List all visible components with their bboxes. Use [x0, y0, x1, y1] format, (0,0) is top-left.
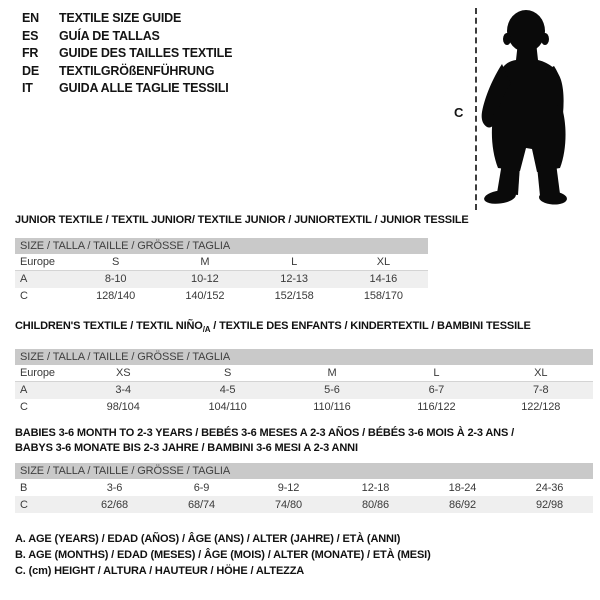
value-cell: 128/140 [96, 290, 136, 302]
table-title [15, 213, 469, 228]
language-row [22, 80, 232, 98]
size-table [15, 238, 428, 305]
value-cell: 6-9 [193, 481, 210, 494]
language-list [22, 10, 232, 98]
value-cell: XS [71, 365, 175, 382]
childrens-textile-section [15, 319, 593, 416]
babies-textile-section [15, 426, 593, 513]
value-cell: 110/116 [313, 401, 351, 414]
size-header-cell: SIZE / TALLA / TAILLE / GRÖSSE / TAGLIA [15, 463, 593, 479]
language-label: GUÍA DE TALLAS [59, 28, 160, 43]
value-cell: 3-4 [115, 384, 131, 397]
table-row [15, 365, 593, 382]
language-label: TEXTILE SIZE GUIDE [59, 11, 182, 25]
value-cell: 80/86 [361, 498, 390, 511]
row-label-cell: C [20, 401, 28, 414]
language-label: GUIDA ALLE TAGLIE TESSILI [59, 81, 229, 96]
size-header-row [15, 463, 593, 479]
value-cell: 18-24 [448, 481, 477, 494]
measurement-legend [15, 531, 431, 579]
table-title-segment: / TEXTILE DES ENFANTS / KINDERTEXTIL / BAMBINI TESSILE [210, 320, 531, 332]
value-cell: 6-7 [428, 384, 445, 397]
value-cell: 140/152 [185, 290, 225, 302]
table-title-segment: /A [202, 325, 211, 335]
legend-line: C. (cm) HEIGHT / ALTURA / HAUTEUR / HÖHE / ALTEZZA [15, 565, 305, 577]
language-code: EN [22, 11, 39, 25]
table-title [15, 319, 593, 338]
language-code: IT [22, 81, 33, 96]
language-row [22, 28, 232, 46]
language-row [22, 63, 232, 81]
value-cell: 86/92 [448, 498, 477, 511]
value-cell: 5-6 [324, 384, 340, 397]
value-cell: L [250, 254, 339, 271]
table-title-segment: JUNIOR TEXTILE / TEXTIL JUNIOR/ TEXTILE JUNIOR / JUNIORTEXTIL / JUNIOR TESSILE [15, 214, 469, 226]
table-row [15, 288, 428, 305]
size-table [15, 463, 593, 513]
legend-line: A. AGE (YEARS) / EDAD (AÑOS) / ÂGE (ANS) / ALTER (JAHRE) / ETÀ (ANNI) [15, 533, 401, 545]
row-label-cell: Europe [15, 254, 71, 271]
value-cell: 74/80 [274, 498, 303, 511]
language-label: TEXTILGRÖßENFÜHRUNG [59, 63, 215, 78]
value-cell: 104/110 [208, 401, 247, 414]
size-header-cell: SIZE / TALLA / TAILLE / GRÖSSE / TAGLIA [15, 349, 593, 365]
value-cell: 158/170 [363, 290, 403, 302]
value-cell: 12-13 [280, 273, 308, 286]
value-cell: XL [489, 365, 593, 382]
table-title-segment: BABIES 3-6 MONTH TO 2-3 YEARS / BEBÉS 3-6 MESES A 2-3 AÑOS / BÉBÉS 3-6 MOIS À 2-3 ANS / [15, 427, 514, 439]
value-cell: XL [339, 254, 428, 271]
value-cell: 62/68 [100, 498, 129, 511]
table-row [15, 382, 593, 399]
row-label-cell: A [20, 273, 28, 286]
value-cell: 9-12 [277, 481, 300, 494]
junior-textile-section [15, 213, 469, 305]
value-cell: 7-8 [532, 384, 549, 397]
value-cell: L [384, 365, 488, 382]
value-cell: 4-5 [219, 384, 236, 397]
value-cell: 122/128 [521, 401, 561, 414]
legend-line: B. AGE (MONTHS) / EDAD (MESES) / ÂGE (MOIS) / ALTER (MONATE) / ETÀ (MESI) [15, 549, 431, 561]
table-title-segment: CHILDREN'S TEXTILE / TEXTIL NIÑO [15, 320, 203, 332]
row-label-cell: C [20, 498, 28, 511]
value-cell: 24-36 [535, 481, 564, 494]
value-cell: 92/98 [535, 498, 564, 511]
language-code: ES [22, 28, 39, 43]
table-row [15, 254, 428, 271]
table-row [15, 479, 593, 496]
size-header-cell: SIZE / TALLA / TAILLE / GRÖSSE / TAGLIA [15, 238, 428, 254]
row-label-cell: Europe [15, 365, 71, 382]
language-label: GUIDE DES TAILLES TEXTILE [59, 46, 233, 61]
value-cell: 98/104 [106, 401, 140, 414]
height-measure-dashed-line [475, 8, 477, 210]
size-header-row [15, 349, 593, 365]
row-label-cell: C [20, 290, 28, 302]
value-cell: 12-18 [361, 481, 390, 494]
value-cell: 68/74 [187, 498, 216, 511]
language-code: FR [22, 46, 39, 61]
language-code: DE [22, 63, 39, 78]
table-row [15, 271, 428, 288]
value-cell: 3-6 [106, 481, 123, 494]
size-table [15, 349, 593, 416]
value-cell: 8-10 [104, 273, 127, 286]
value-cell: M [160, 254, 249, 271]
table-title [15, 426, 593, 455]
value-cell: 14-16 [369, 273, 398, 286]
height-measure-label: C [454, 105, 464, 120]
row-label-cell: B [20, 481, 28, 494]
value-cell: S [71, 254, 160, 271]
size-header-row [15, 238, 428, 254]
table-title-segment: BABYS 3-6 MONATE BIS 2-3 JAHRE / BAMBINI 3-6 MESI A 2-3 ANNI [15, 441, 358, 454]
language-row [22, 10, 232, 28]
value-cell: S [175, 365, 279, 382]
row-label-cell: A [20, 384, 28, 397]
language-row [22, 45, 232, 63]
value-cell: M [280, 365, 384, 382]
baby-silhouette-icon [480, 8, 575, 208]
table-row [15, 496, 593, 513]
value-cell: 116/122 [417, 401, 456, 414]
value-cell: 10-12 [191, 273, 219, 286]
table-row [15, 399, 593, 416]
value-cell: 152/158 [274, 290, 314, 302]
